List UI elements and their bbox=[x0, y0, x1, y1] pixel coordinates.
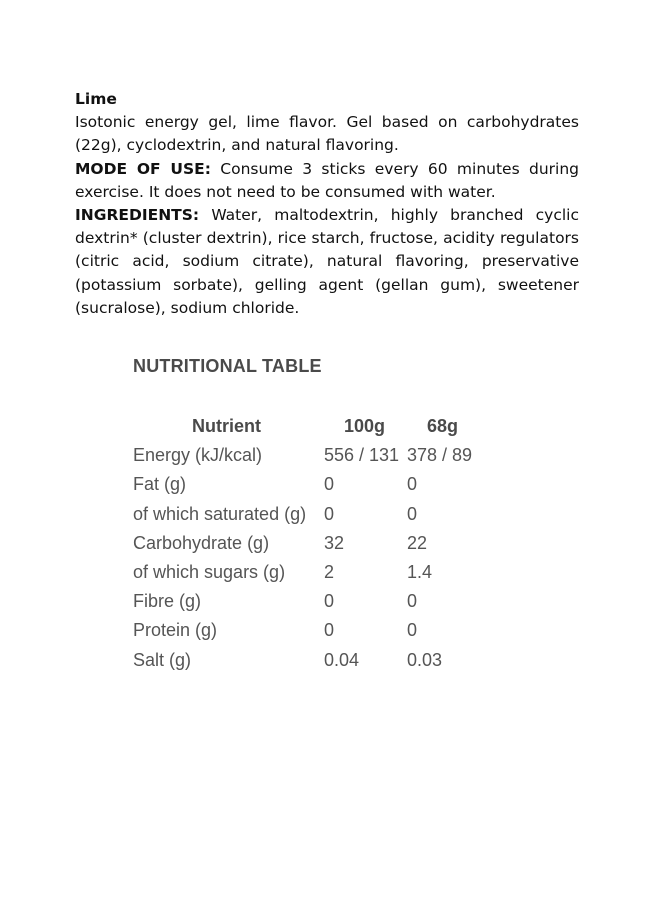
value-68g: 1.4 bbox=[407, 561, 433, 582]
value-100g: 2 bbox=[324, 561, 335, 582]
nutrient-name: Fibre (g) bbox=[133, 591, 202, 612]
mode-of-use bbox=[75, 158, 579, 204]
value-68g: 0 bbox=[407, 474, 418, 495]
value-68g: 0 bbox=[407, 620, 418, 641]
ingredients-label: INGREDIENTS: bbox=[75, 206, 200, 225]
mode-of-use-label: MODE OF USE: bbox=[75, 159, 211, 178]
nutrient-name: Protein (g) bbox=[133, 620, 218, 641]
header-nutrient: Nutrient bbox=[192, 416, 261, 436]
nutrient-name: Fat (g) bbox=[133, 474, 187, 495]
nutrient-name: Salt (g) bbox=[133, 649, 192, 670]
value-100g: 0 bbox=[324, 474, 335, 495]
value-100g: 32 bbox=[324, 532, 345, 553]
header-68g: 68g bbox=[427, 416, 459, 436]
value-68g: 0 bbox=[407, 503, 418, 524]
nutrient-name: Energy (kJ/kcal) bbox=[133, 445, 263, 466]
ingredients bbox=[75, 204, 579, 320]
nutrient-name: of which sugars (g) bbox=[133, 561, 286, 582]
value-100g: 556 / 131 bbox=[324, 445, 400, 466]
header-100g: 100g bbox=[344, 416, 386, 436]
ingredients-text: Water, maltodextrin, highly branched cyclic dextrin* (cluster dextrin), rice starch, fructose, acidity regulators (citric acid, sodium citrate), natural flavoring, preservative (potassium sorbate), gelling agent (gellan gum), sweetener (sucralose), sodium chloride. bbox=[75, 206, 579, 317]
value-68g: 378 / 89 bbox=[407, 445, 473, 466]
nutrition-table-title: NUTRITIONAL TABLE bbox=[133, 356, 322, 376]
value-100g: 0 bbox=[324, 620, 335, 641]
value-100g: 0 bbox=[324, 591, 335, 612]
product-name: Lime bbox=[75, 90, 117, 108]
value-68g: 22 bbox=[407, 532, 428, 553]
value-100g: 0 bbox=[324, 503, 335, 524]
value-100g: 0.04 bbox=[324, 649, 360, 670]
product-description bbox=[75, 88, 579, 320]
product-summary: Isotonic energy gel, lime flavor. Gel based on carbohydrates (22g), cyclodextrin, and natural flavoring. bbox=[75, 113, 579, 155]
nutrient-name: of which saturated (g) bbox=[133, 503, 307, 524]
value-68g: 0 bbox=[407, 591, 418, 612]
mode-of-use-text: Consume 3 sticks every 60 minutes during exercise. It does not need to be consumed with water. bbox=[75, 159, 579, 201]
value-68g: 0.03 bbox=[407, 649, 443, 670]
nutrient-name: Carbohydrate (g) bbox=[133, 532, 270, 553]
